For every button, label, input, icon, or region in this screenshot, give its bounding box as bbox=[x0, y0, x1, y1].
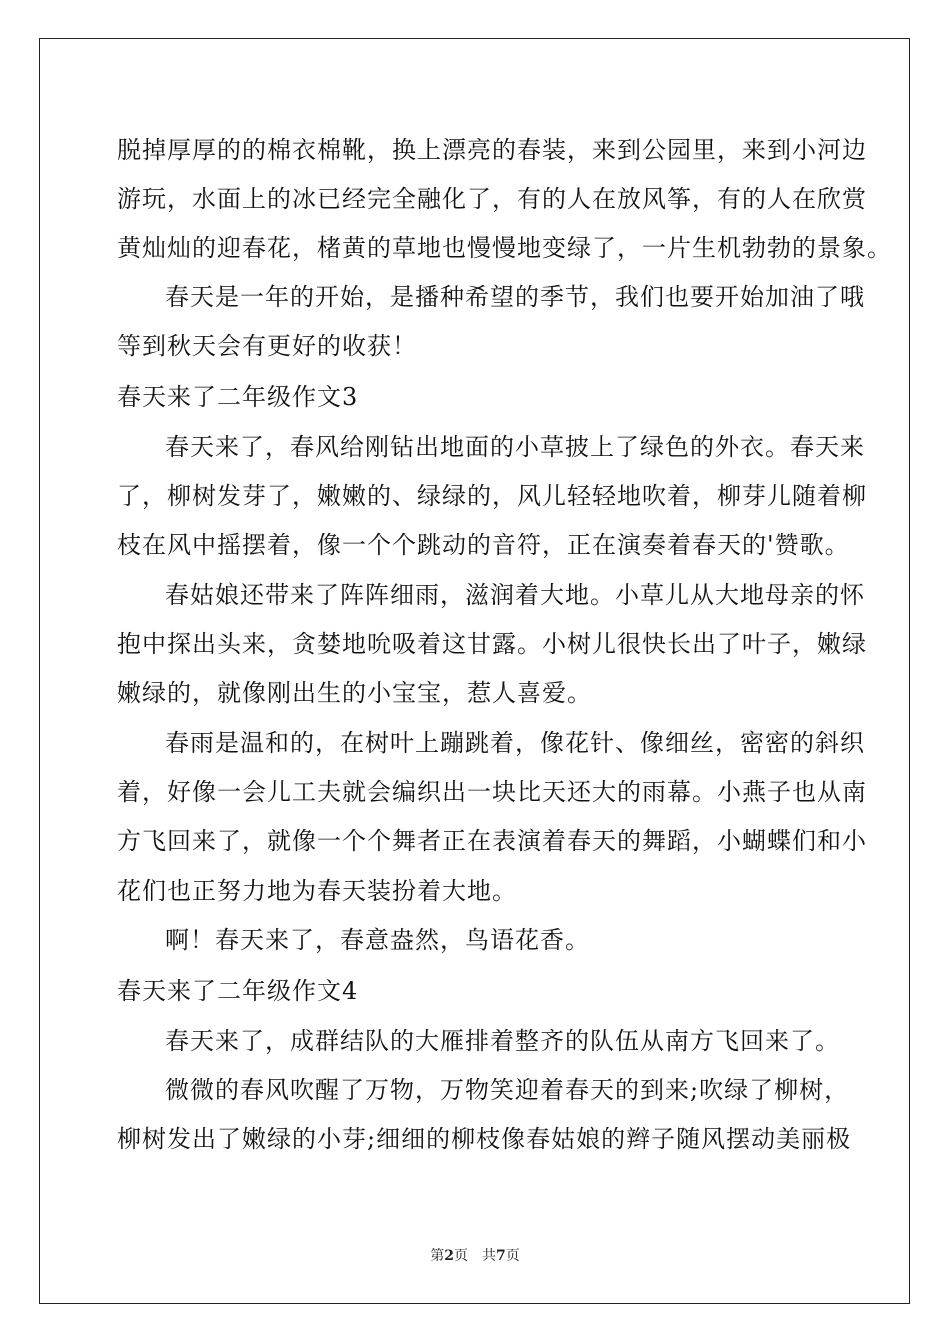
body-line: 着，好像一会儿工夫就会编织出一块比天还大的雨幕。小燕子也从南 bbox=[117, 778, 867, 806]
footer-page-word: 页 bbox=[454, 1248, 468, 1264]
footer-total-prefix: 共 bbox=[482, 1248, 496, 1264]
body-line: 春天是一年的开始，是播种希望的季节，我们也要开始加油了哦 bbox=[165, 283, 865, 311]
body-line: 啊！春天来了，春意盎然，鸟语花香。 bbox=[165, 926, 590, 954]
body-line: 春天来了，成群结队的大雁排着整齐的队伍从南方飞回来了。 bbox=[165, 1027, 840, 1055]
body-line: 游玩，水面上的冰已经完全融化了，有的人在放风筝，有的人在欣赏 bbox=[117, 185, 867, 213]
current-page-number: 2 bbox=[444, 1248, 454, 1264]
footer-total-suffix: 页 bbox=[505, 1248, 520, 1264]
body-line: 脱掉厚厚的的棉衣棉靴，换上漂亮的春装，来到公园里，来到小河边 bbox=[117, 136, 867, 164]
body-line: 花们也正努力地为春天装扮着大地。 bbox=[117, 877, 517, 905]
body-line: 枝在风中摇摆着，像一个个跳动的音符，正在演奏着春天的'赞歌。 bbox=[117, 531, 850, 559]
body-line: 了，柳树发芽了，嫩嫩的、绿绿的，风儿轻轻地吹着，柳芽儿随着柳 bbox=[117, 482, 867, 510]
body-line: 方飞回来了，就像一个个舞者正在表演着春天的舞蹈，小蝴蝶们和小 bbox=[117, 827, 867, 855]
body-line: 春姑娘还带来了阵阵细雨，滋润着大地。小草儿从大地母亲的怀 bbox=[165, 581, 865, 609]
body-line: 微微的春风吹醒了万物，万物笑迎着春天的到来;吹绿了柳树， bbox=[165, 1076, 850, 1104]
body-line: 春天来了，春风给刚钻出地面的小草披上了绿色的外衣。春天来 bbox=[165, 433, 865, 461]
body-line: 等到秋天会有更好的收获！ bbox=[117, 332, 417, 360]
section-heading: 春天来了二年级作文4 bbox=[117, 977, 359, 1005]
total-page-number: 7 bbox=[496, 1248, 506, 1264]
body-line: 柳树发出了嫩绿的小芽;细细的柳枝像春姑娘的辫子随风摆动美丽极 bbox=[117, 1125, 852, 1153]
body-line: 黄灿灿的迎春花，楮黄的草地也慢慢地变绿了，一片生机勃勃的景象。 bbox=[117, 234, 892, 262]
body-line: 嫩绿的，就像刚出生的小宝宝，惹人喜爱。 bbox=[117, 679, 592, 707]
body-line: 抱中探出头来，贪婪地吮吸着这甘露。小树儿很快长出了叶子，嫩绿 bbox=[117, 630, 867, 658]
page-border bbox=[39, 38, 910, 1304]
body-line: 春雨是温和的，在树叶上蹦跳着，像花针、像细丝，密密的斜织 bbox=[165, 729, 865, 757]
section-heading: 春天来了二年级作文3 bbox=[117, 383, 359, 411]
footer-prefix: 第 bbox=[430, 1248, 445, 1264]
page-footer bbox=[0, 1245, 950, 1265]
